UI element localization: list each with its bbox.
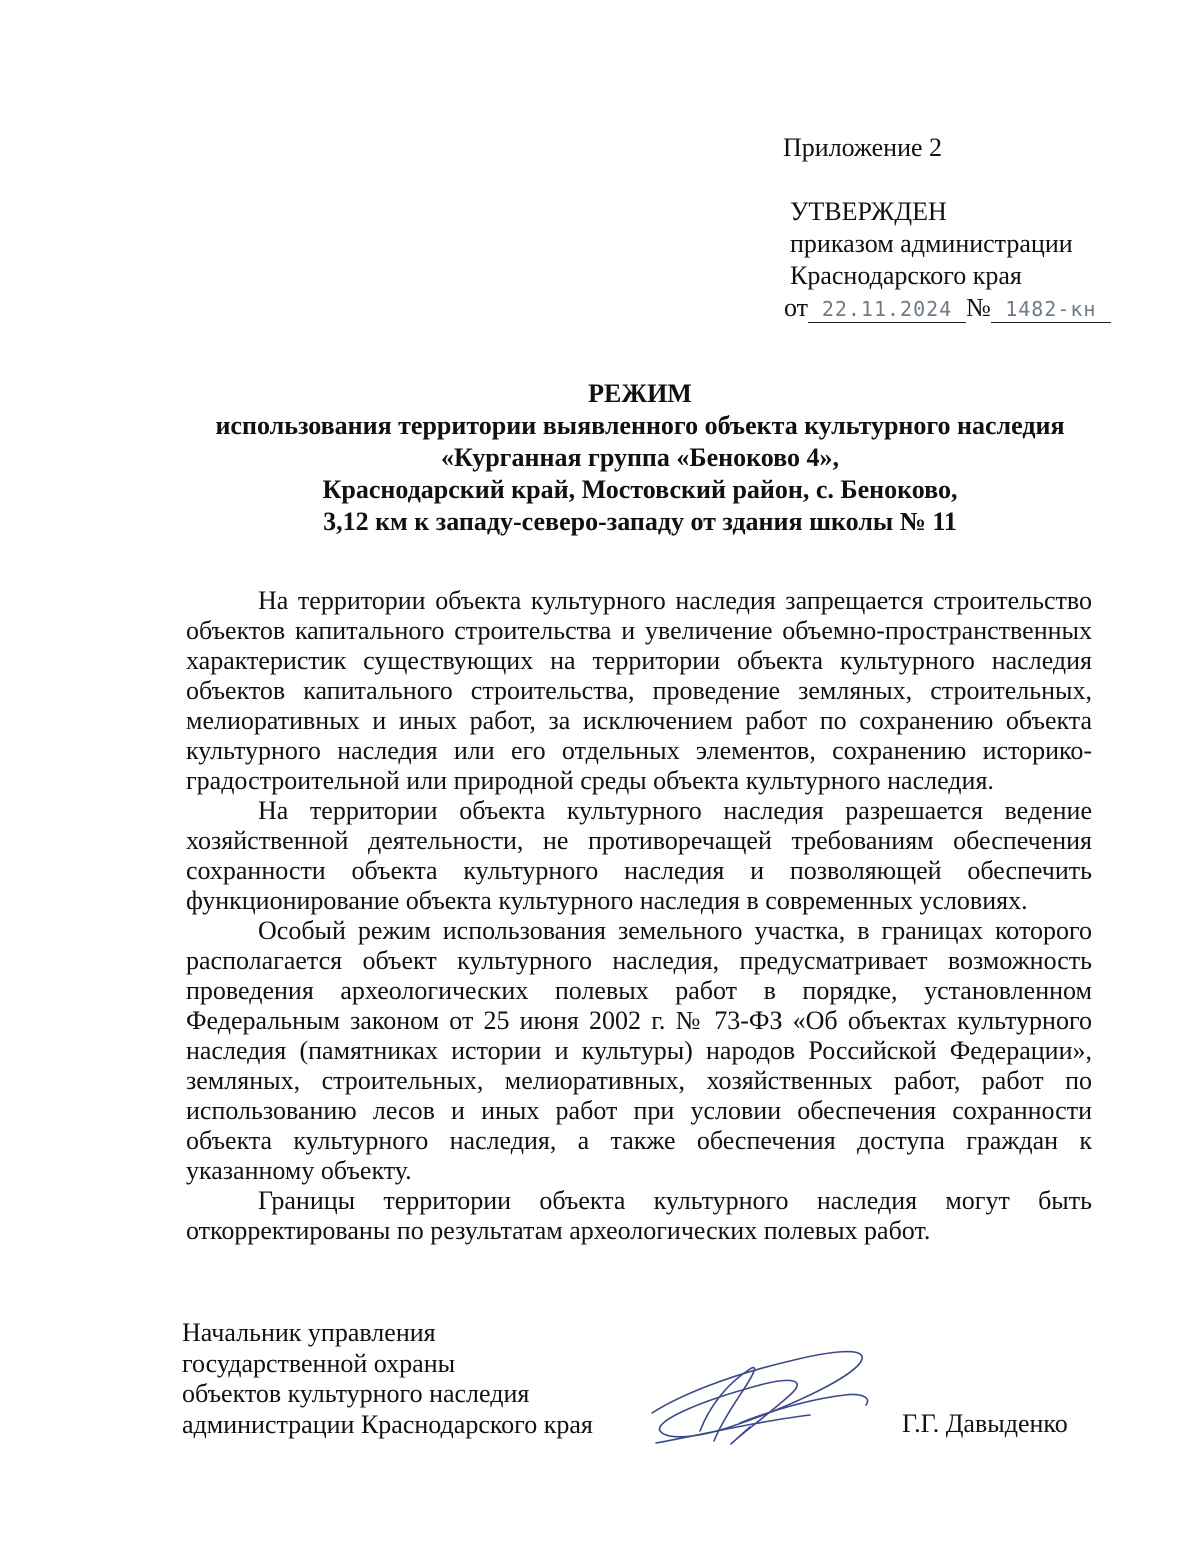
approved-region: Краснодарского края xyxy=(790,261,1022,290)
paragraph-prohibitions: На территории объекта культурного наследия запрещается строительство объектов капитального строительства и увеличение объемно-пространственных характеристик существующих на территории объекта культурного наследия объектов капитального строительства, проведение земляных, строительных, мелиоративных и иных работ, за исключением работ по сохранению объекта культурного наследия или его отдельных элементов, сохранению историко-градостроительной или природной среды объекта культурного наследия. xyxy=(186,586,1092,795)
handwritten-date: 22.11.2024 xyxy=(808,296,966,323)
signature-strokes xyxy=(652,1352,868,1444)
paragraph-special-regime: Особый режим использования земельного участка, в границах которого располагается объект культурного наследия, предусматривает возможность проведения археологических полевых работ в порядке, установленном Федеральным законом от 25 июня 2002 г. № 73-ФЗ «Об объектах культурного наследия (памятниках истории и культуры) народов Российской Федерации», земляных, строительных, мелиоративных, хозяйственных работ, работ по использованию лесов и иных работ при условии обеспечения сохранности объекта культурного наследия, а также обеспечения доступа граждан к указанному объекту. xyxy=(186,916,1092,1185)
appendix-label: Приложение 2 xyxy=(783,133,943,162)
approved-heading: УТВЕРЖДЕН xyxy=(790,197,947,226)
paragraph-permitted-activity: На территории объекта культурного наследия разрешается ведение хозяйственной деятельности, не противоречащей требованиям обеспечения сохранности объекта культурного наследия и позволяющей обеспечить функционирование объекта культурного наследия в современных условиях. xyxy=(186,796,1092,915)
position-line-4: администрации Краснодарского края xyxy=(182,1409,593,1439)
paragraph-boundaries: Границы территории объекта культурного наследия могут быть откорректированы по результатам археологических полевых работ. xyxy=(186,1186,1092,1245)
title-line-1: использования территории выявленного объекта культурного наследия xyxy=(215,411,1065,440)
title-line-3: Краснодарский край, Мостовский район, с. Беноково, xyxy=(322,475,958,504)
title-line-4: 3,12 км к западу-северо-западу от здания школы № 11 xyxy=(323,507,957,536)
handwritten-order-number: 1482-кн xyxy=(991,296,1111,323)
order-date-number-line xyxy=(784,292,1111,324)
position-line-1: Начальник управления xyxy=(182,1318,436,1347)
signer-name: Г.Г. Давыденко xyxy=(902,1409,1068,1438)
approved-by-order: приказом администрации xyxy=(790,229,1073,258)
approval-stamp-block xyxy=(784,196,1111,324)
title-main: РЕЖИМ xyxy=(588,379,692,408)
date-prefix: от xyxy=(784,293,809,322)
handwritten-signature xyxy=(640,1335,880,1455)
signatory-position xyxy=(182,1318,593,1440)
position-line-2: государственной охраны xyxy=(182,1348,456,1378)
title-line-2: «Курганная группа «Беноково 4», xyxy=(441,443,839,472)
position-line-3: объектов культурного наследия xyxy=(182,1379,530,1408)
document-body xyxy=(186,586,1092,1246)
document-title xyxy=(140,378,1140,538)
number-prefix: № xyxy=(966,293,991,322)
